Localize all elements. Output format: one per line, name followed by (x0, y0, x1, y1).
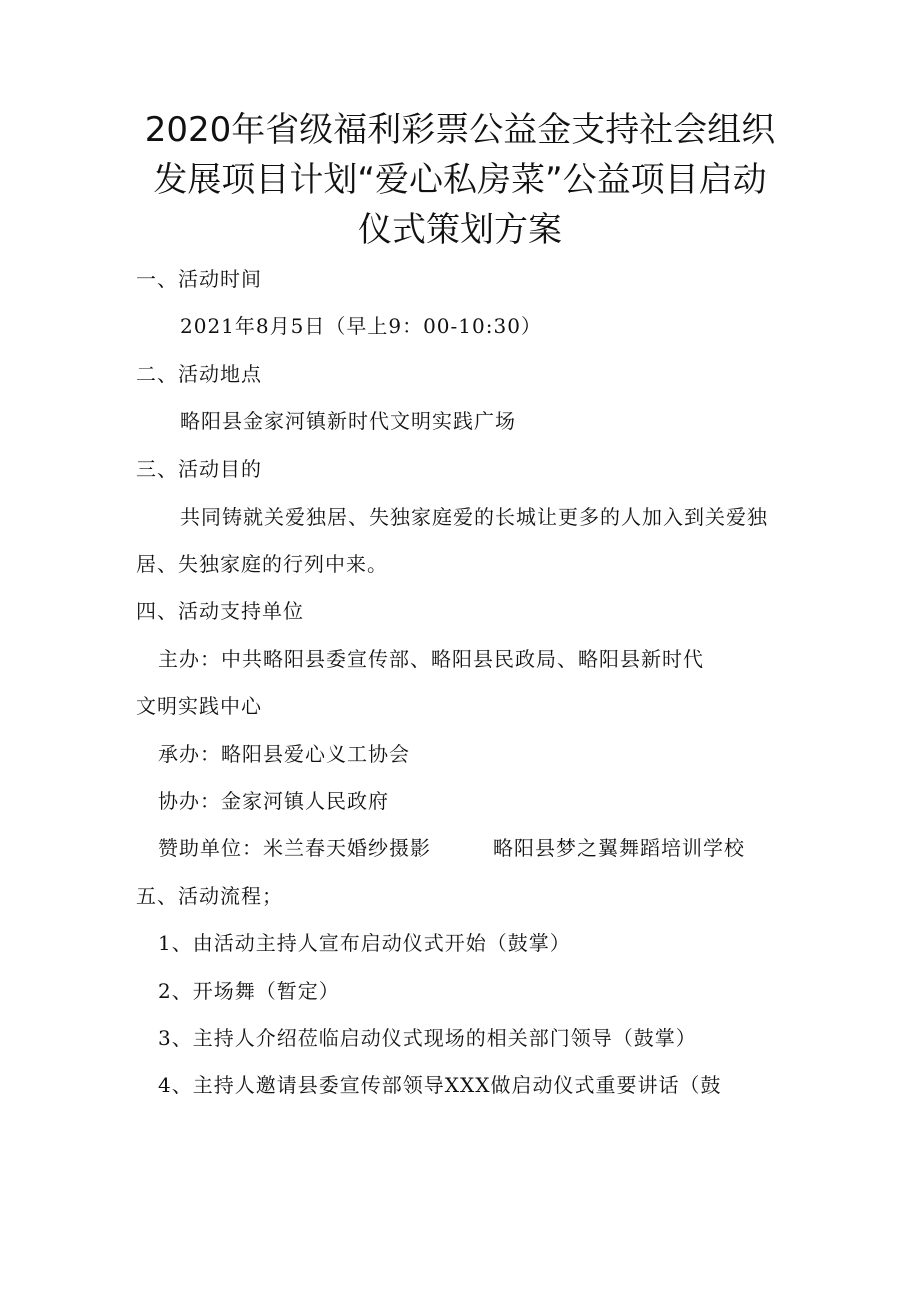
host-units-line-2: 文明实践中心 (136, 694, 262, 718)
organizer-text: 承办：略阳县爱心义工协会 (158, 742, 410, 766)
activity-purpose-line-2: 居、失独家庭的行列中来。 (136, 552, 388, 576)
section-heading-process: 五、活动流程； (136, 884, 283, 908)
activity-time-text: 2021年8月5日（早上9：00-10:30） (180, 314, 542, 338)
section-heading-purpose: 三、活动目的 (136, 457, 262, 481)
document-title-line-2: 发展项目计划“爱心私房菜”公益项目启动 (153, 160, 767, 200)
section-heading-time: 一、活动时间 (136, 267, 262, 291)
process-step-1: 1、由活动主持人宣布启动仪式开始（鼓掌） (158, 931, 571, 955)
document-title-line-3: 仪式策划方案 (358, 210, 562, 250)
activity-place-text: 略阳县金家河镇新时代文明实践广场 (180, 409, 516, 433)
document-title-line-1: 2020年省级福利彩票公益金支持社会组织 (144, 110, 776, 150)
sponsor-text-a: 赞助单位：米兰春天婚纱摄影 (158, 836, 431, 860)
co-organizer-text: 协办：金家河镇人民政府 (158, 789, 389, 813)
process-step-4: 4、主持人邀请县委宣传部领导XXX做启动仪式重要讲话（鼓 (158, 1073, 722, 1097)
section-heading-place: 二、活动地点 (136, 362, 262, 386)
process-step-3: 3、主持人介绍莅临启动仪式现场的相关部门领导（鼓掌） (158, 1026, 697, 1050)
section-heading-support: 四、活动支持单位 (136, 599, 304, 623)
host-units-line-1: 主办：中共略阳县委宣传部、略阳县民政局、略阳县新时代 (158, 647, 704, 671)
sponsor-text-b: 略阳县梦之翼舞蹈培训学校 (493, 836, 745, 860)
process-step-2: 2、开场舞（暂定） (158, 979, 340, 1003)
activity-purpose-line-1: 共同铸就关爱独居、失独家庭爱的长城让更多的人加入到关爱独 (180, 505, 768, 529)
